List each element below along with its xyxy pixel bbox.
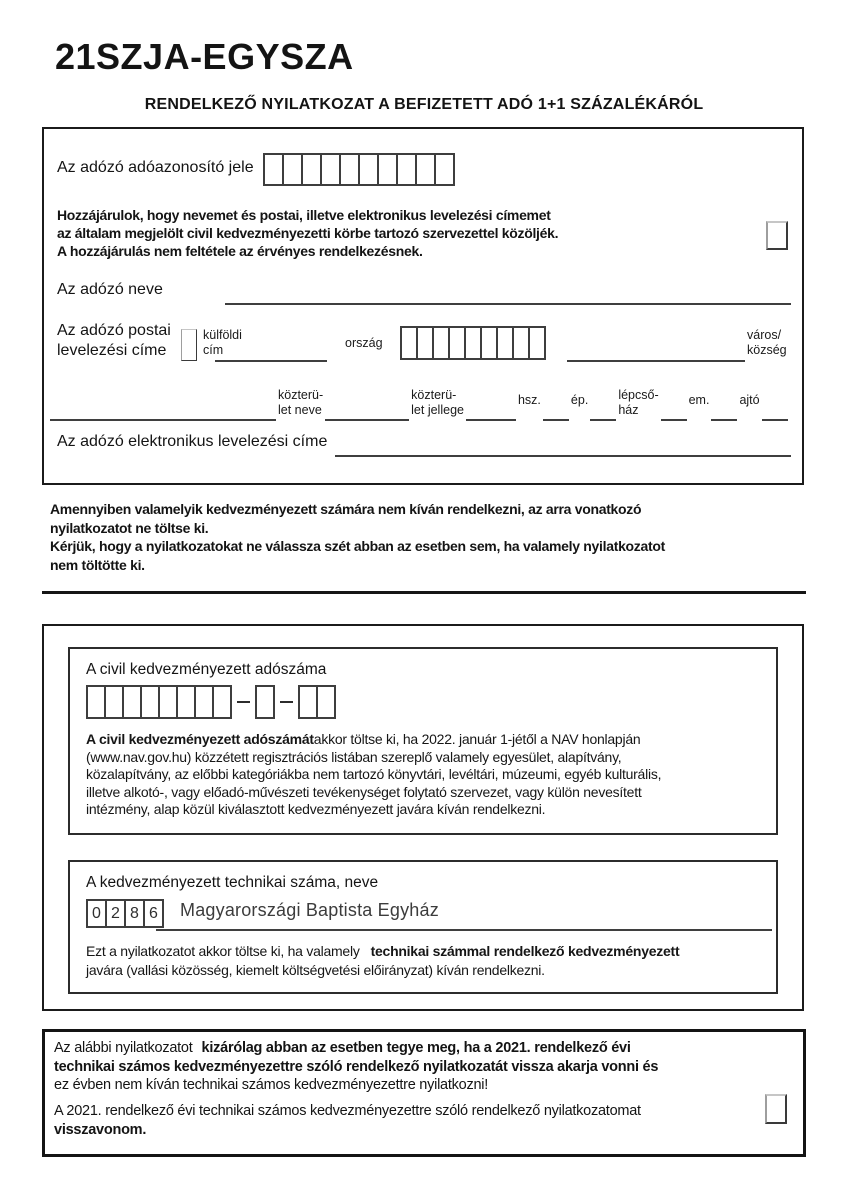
dash-separator [280,701,293,703]
civil-tax-number-row [86,685,336,719]
email-label: Az adózó elektronikus levelezési címe [57,433,328,450]
beneficiary-name-value: Magyarországi Baptista Egyház [180,900,439,920]
notice-line-3: Kérjük, hogy a nyilatkozatokat ne válassza szét abban az esetben sem, ha valamely nyilatkozatot [50,538,665,554]
technical-number-label: A kedvezményezett technikai száma, neve [86,874,379,891]
city-label-l2: község [747,343,787,357]
char-box[interactable] [298,685,318,719]
house-number-field[interactable] [543,419,569,421]
char-box[interactable] [316,685,336,719]
city-field[interactable] [567,360,745,362]
taxpayer-name-label: Az adózó neve [57,281,163,298]
civil-instructions-line-1: A civil kedvezményezett adószámátakkor töltse ki, ha 2022. január 1-jétől a NAV honlapján [86,731,641,747]
technical-instructions [86,942,768,980]
building-field[interactable] [590,419,616,421]
tax-id-label: Az adózó adóazonosító jele [57,159,254,176]
char-box[interactable] [122,685,142,719]
civil-tax-number-group3[interactable] [298,685,336,719]
notice-line-4: nem töltötte ki. [50,556,145,573]
city-label [747,328,787,358]
consent-line-3: A hozzájárulás nem feltétele az érvényes rendelkezésnek. [57,243,423,259]
revoke-intro-line-3: ez évben nem kíván technikai számos kedvezményezettre nyilatkozni! [54,1077,489,1093]
revoke-checkbox[interactable] [765,1094,787,1124]
house-number-label: hsz. [517,393,541,407]
form-subtitle: RENDELKEZŐ NYILATKOZAT A BEFIZETETT ADÓ 1+1 SZÁZALÉKÁRÓL [144,96,704,113]
technical-instructions-line-1: Ezt a nyilatkozatot akkor töltse ki, ha valamely technikai számmal rendelkező kedvezményezett [86,943,680,959]
char-box[interactable] [320,153,341,186]
staircase-field[interactable] [661,419,687,421]
email-field[interactable] [335,455,791,457]
street-name-field[interactable] [325,419,409,421]
foreign-address-label [203,328,242,358]
char-box[interactable] [339,153,360,186]
form-code-title: 21SZJA-EGYSZA [55,36,354,77]
country-label: ország [345,336,383,350]
char-box[interactable] [212,685,232,719]
civil-instructions-line-5: intézmény, alap közül kiválasztott kedvezményezett javára kíván rendelkezni. [86,801,546,818]
door-field[interactable] [762,419,788,421]
staircase-label: lépcső- ház [618,388,659,417]
city-value-line[interactable] [50,419,276,421]
consent-line-1: Hozzájárulok, hogy nevemet és postai, illetve elektronikus levelezési címemet [57,207,551,223]
revoke-box [42,1029,806,1157]
char-box[interactable]: 8 [124,899,145,928]
char-box[interactable] [396,153,417,186]
char-box[interactable] [263,153,284,186]
country-boxes[interactable] [400,326,546,360]
char-box[interactable] [528,326,546,360]
street-name-label: közterü- let neve [278,388,324,417]
char-box[interactable] [434,153,455,186]
revoke-intro-line-1: Az alábbi nyilatkozatot kizárólag abban az esetben tegye meg, ha a 2021. rendelkező évi [54,1040,631,1056]
floor-field[interactable] [711,419,737,421]
char-box[interactable] [255,685,275,719]
civil-instructions-line-2: (www.nav.gov.hu) közzétett regisztrációs listában szereplő valamely egyesület, alapítvány, [86,748,622,765]
char-box[interactable] [140,685,160,719]
beneficiary-box [42,624,804,1011]
char-box[interactable] [86,685,106,719]
char-box[interactable] [282,153,303,186]
revoke-intro [54,1039,794,1095]
civil-instructions-line-3: közalapítvány, az előbbi kategóriákba nem tartozó könyvtári, levéltári, múzeumi, egyéb kulturális, [86,766,662,783]
civil-beneficiary-box [68,647,778,835]
taxpayer-box [42,127,804,485]
notice-line-1: Amennyiben valamelyik kedvezményezett számára nem kíván rendelkezni, az arra vonatkozó [50,501,642,517]
street-type-field[interactable] [466,419,516,421]
revoke-statement [54,1102,754,1139]
postal-address-label-l2: levelezési címe [57,342,167,359]
char-box[interactable] [104,685,124,719]
floor-label: em. [688,393,710,407]
char-box[interactable]: 2 [105,899,126,928]
foreign-address-label-l1: külföldi [203,328,242,342]
technical-number-boxes[interactable] [86,899,164,928]
revoke-intro-line-2: technikai számos kedvezményezettre szóló rendelkező nyilatkozatát vissza akarja vonni és [54,1058,659,1075]
section-divider [42,591,806,594]
char-box[interactable] [176,685,196,719]
taxpayer-name-field[interactable] [225,303,791,305]
civil-tax-number-group2[interactable] [255,685,275,719]
civil-tax-number-group1[interactable] [86,685,232,719]
postal-address-label [57,321,171,361]
street-type-label: közterü- let jellege [411,388,464,417]
notice-text [50,500,810,574]
char-box[interactable]: 6 [143,899,164,928]
foreign-address-field[interactable] [215,360,327,362]
consent-text [57,206,558,260]
foreign-address-checkbox[interactable] [181,329,197,361]
notice-line-2: nyilatkozatot ne töltse ki. [50,519,209,536]
revoke-statement-line-1: A 2021. rendelkező évi technikai számos kedvezményezettre szóló rendelkező nyilatkozatomat [54,1103,641,1119]
char-box[interactable] [377,153,398,186]
civil-tax-number-label: A civil kedvezményezett adószáma [86,661,327,678]
char-box[interactable] [358,153,379,186]
technical-beneficiary-box [68,860,778,994]
char-box[interactable] [158,685,178,719]
door-label: ajtó [739,393,760,407]
char-box[interactable] [415,153,436,186]
address-row-2 [50,381,798,421]
char-box[interactable] [194,685,214,719]
beneficiary-name-field[interactable] [156,929,772,931]
technical-instructions-line-2: javára (vallási közösség, kiemelt költségvetési előirányzat) kíván rendelkezni. [86,962,545,978]
building-label: ép. [570,393,589,407]
consent-line-2: az általam megjelölt civil kedvezményezetti körbe tartozó szervezettel közöljék. [57,225,559,241]
foreign-address-label-l2: cím [203,343,224,357]
char-box[interactable]: 0 [86,899,107,928]
dash-separator [237,701,250,703]
postal-address-label-l1: Az adózó postai [57,322,171,339]
city-label-l1: város/ [747,328,782,342]
char-box[interactable] [301,153,322,186]
civil-instructions [86,731,768,819]
revoke-statement-line-2: visszavonom. [54,1121,147,1138]
consent-checkbox[interactable] [766,221,788,250]
tax-id-boxes[interactable] [263,153,455,186]
civil-instructions-line-4: illetve alkotó-, vagy előadó-művészeti tevékenységet folytató szervezet, vagy külön nevesített [86,783,642,800]
